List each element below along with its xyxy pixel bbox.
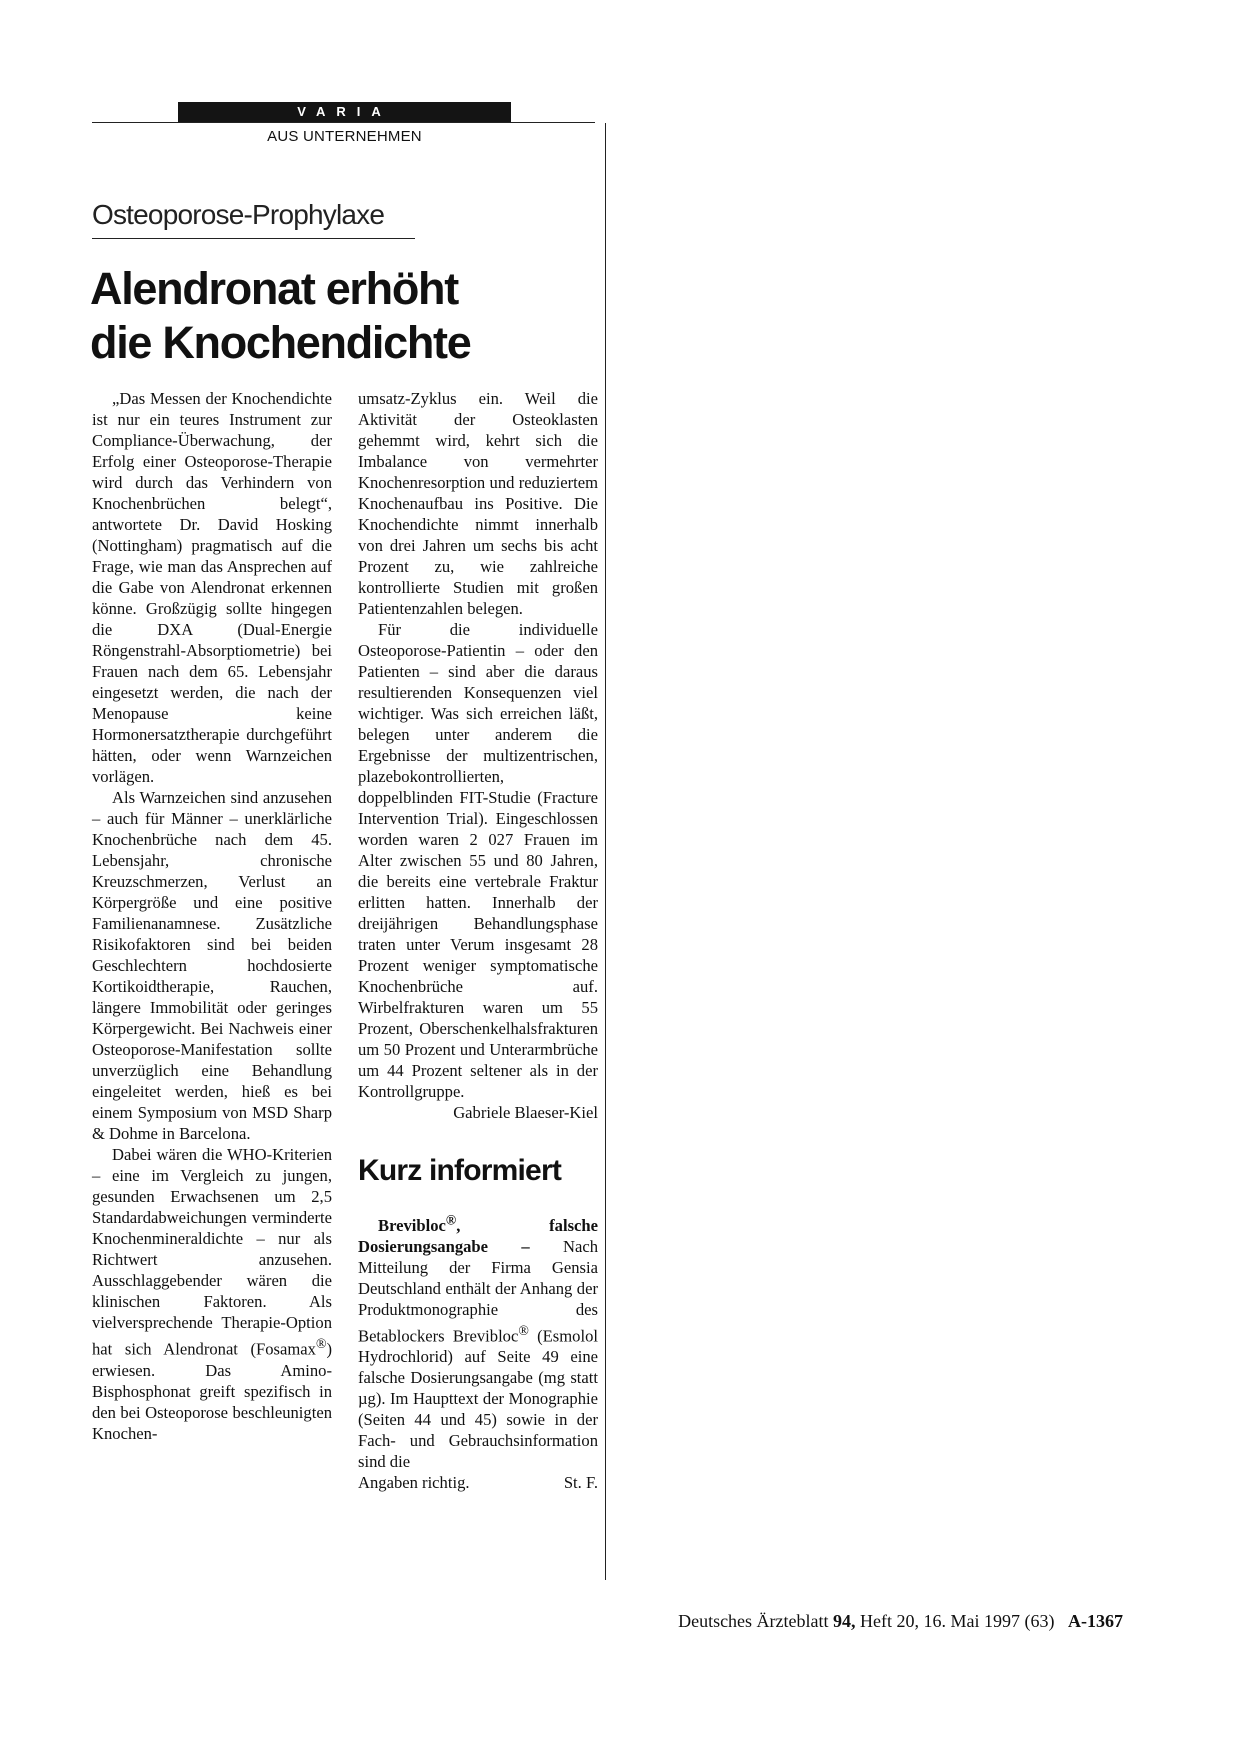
kurz-author: St. F. <box>563 1473 598 1493</box>
paragraph: Dabei wären die WHO-Kriterien – eine im Vergleich zu jungen, gesunden Erwachsenen um 2,5 Standardabweichungen verminderte Knochenmineraldichte – nur als Richtwert anzusehen. Ausschlaggebender wären die klinischen Faktoren. Als vielversprechende Therapie-Option hat sich Alendronat (Fosamax®) erwiesen. Das Amino-Bisphosphonat greift spezifisch in den bei Osteoporose beschleunigten Knochen- <box>92 1145 332 1443</box>
paragraph: „Das Messen der Knochendichte ist nur ein teures Instrument zur Compliance-Überwachung, der Erfolg einer Osteoporose-Therapie wird durch das Verhindern von Knochenbrüchen belegt“, antwortete Dr. David Hosking (Nottingham) pragmatisch auf die Frage, wie man das Ansprechen auf die Gabe von Alendronat erkennen könne. Großzügig sollte hingegen die DXA (Dual-Energie Röngenstrahl-Absorptiometrie) bei Frauen nach dem 65. Lebensjahr eingesetzt werden, die nach der Menopause keine Hormonersatztherapie durchgeführt hätten, oder wenn Warnzeichen vorlägen. <box>92 389 332 786</box>
paragraph: umsatz-Zyklus ein. Weil die Aktivität der Osteoklasten gehemmt wird, kehrt sich die Imbalance von vermehrter Knochenresorption und reduziertem Knochenaufbau ins Positive. Die Knochendichte nimmt innerhalb von drei Jahren um sechs bis acht Prozent zu, wie zahlreiche kontrollierte Studien mit großen Patientenzahlen belegen. <box>358 389 598 618</box>
kicker-underline <box>92 238 415 239</box>
footer-journal: Deutsches Ärzteblatt <box>678 1611 829 1631</box>
headline-line-1: Alendronat erhöht <box>90 263 458 314</box>
kurz-lead: Brevibloc®, falsche Dosierungsangabe – <box>358 1212 598 1256</box>
article-column-1 <box>92 388 332 1444</box>
page-footer <box>678 1611 1123 1632</box>
footer-volume: 94, <box>833 1611 856 1631</box>
section-subtitle: AUS UNTERNEHMEN <box>267 128 422 145</box>
footer-issue: Heft 20, 16. Mai 1997 (63) <box>860 1611 1055 1631</box>
kurz-informiert-heading: Kurz informiert <box>358 1154 562 1187</box>
registered-mark: ® <box>315 1336 327 1351</box>
registered-mark: ® <box>518 1322 529 1338</box>
kurz-paragraph: Brevibloc®, falsche Dosierungsangabe – Nach Mitteilung der Firma Gensia Deutschland enthält der Anhang der Produktmonographie des Betablockers Brevibloc® (Esmolol Hydrochlorid) auf Seite 49 eine falsche Dosierungsangabe (mg statt µg). Im Haupttext der Monographie (Seiten 44 und 45) sowie in der Fach- und Gebrauchsinformation sind die <box>358 1212 598 1472</box>
paragraph: Für die individuelle Osteoporose-Patientin – oder den Patienten – sind aber die daraus resultierenden Konsequenzen viel wichtiger. Was sich erreichen läßt, belegen unter anderem die Ergebnisse der multizentrischen, plazebokontrollierten, doppelblinden FIT-Studie (Fracture Intervention Trial). Eingeschlossen worden waren 2 027 Frauen im Alter zwischen 55 und 80 Jahren, die bereits eine vertebrale Fraktur erlitten hatten. Innerhalb der dreijährigen Behandlungsphase traten unter Verum insgesamt 28 Prozent weniger symptomatische Knochenbrüche auf. Wirbelfrakturen waren um 55 Prozent, Oberschenkelhalsfrakturen um 50 Prozent und Unterarmbrüche um 44 Prozent seltener als in der Kontrollgruppe. <box>358 620 598 1101</box>
paragraph: Als Warnzeichen sind anzusehen – auch für Männer – unerklärliche Knochenbrüche nach dem 45. Lebensjahr, chronische Kreuzschmerzen, Verlust an Körpergröße und eine positive Familienanamnese. Zusätzliche Risikofaktoren sind bei beiden Geschlechtern hochdosierte Kortikoidtherapie, Rauchen, längere Immobilität oder geringes Körpergewicht. Bei Nachweis einer Osteoporose-Manifestation sollte unverzüglich eine Behandlung eingeleitet werden, hieß es bei einem Symposium von MSD Sharp & Dohme in Barcelona. <box>92 788 332 1143</box>
header-rule <box>92 122 595 123</box>
article-kicker: Osteoporose-Prophylaxe <box>92 199 385 230</box>
section-label: VARIA <box>178 102 511 122</box>
article-author: Gabriele Blaeser-Kiel <box>453 1103 598 1122</box>
article-column-2 <box>358 388 598 1493</box>
headline-line-2: die Knochendichte <box>90 317 471 368</box>
kurz-last-line: Angaben richtig. St. F. <box>358 1473 598 1493</box>
article-headline <box>90 262 610 370</box>
footer-page-number: A-1367 <box>1068 1611 1123 1631</box>
